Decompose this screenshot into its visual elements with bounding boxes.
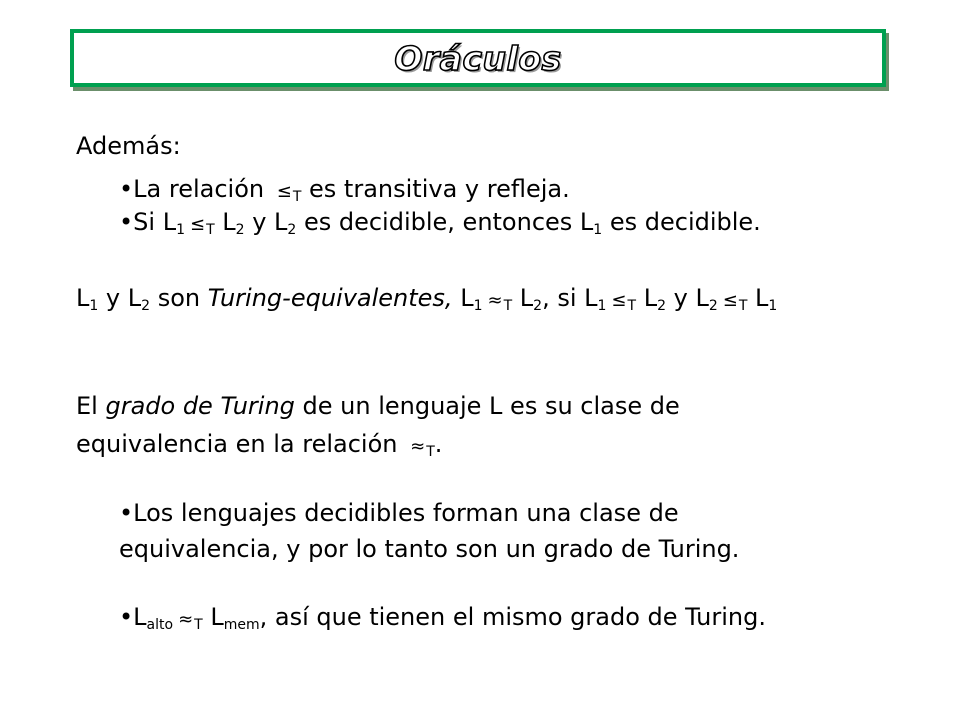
- eq-text: L: [452, 284, 474, 312]
- eq-text: L: [636, 284, 658, 312]
- approx-symbol: ≈: [178, 609, 194, 630]
- leq-symbol: ≤: [611, 290, 627, 311]
- b2-text: y L: [244, 208, 288, 236]
- sub: 2: [533, 298, 543, 314]
- bullet-dot: •: [119, 603, 134, 631]
- eq-text: y L: [98, 284, 142, 312]
- eq-text: L: [76, 284, 90, 312]
- bullet-decidable-class-1: [119, 501, 679, 525]
- sub-t: T: [627, 298, 637, 314]
- eq-text: son: [150, 284, 208, 312]
- b1-post: es transitiva y refleja.: [301, 175, 570, 203]
- sub: 2: [708, 298, 718, 314]
- leq-symbol: ≤: [722, 290, 738, 311]
- b3-text: equivalencia, y por lo tanto son un grado de Turing.: [119, 535, 740, 563]
- approx-symbol: ≈: [410, 436, 426, 457]
- eq-italic-term: Turing-equivalentes,: [207, 284, 453, 312]
- sub: alto: [146, 617, 174, 633]
- grado-text: .: [434, 430, 443, 458]
- slide-title: Oráculos: [394, 39, 562, 78]
- grado-text: El: [76, 392, 106, 420]
- b2-text: es decidible.: [602, 208, 761, 236]
- bullet-dot: •: [119, 499, 134, 527]
- bullet-transitive: [119, 175, 570, 205]
- sub: 2: [287, 222, 297, 238]
- eq-text: y L: [666, 284, 709, 312]
- b4-text: , así que tienen el mismo grado de Turing.: [259, 603, 766, 631]
- leq-symbol: ≤: [276, 181, 292, 202]
- eq-text: , si L: [542, 284, 598, 312]
- grado-line-2: [76, 430, 443, 460]
- b2-text: es decidible, entonces L: [296, 208, 594, 236]
- sub: 1: [768, 298, 778, 314]
- sub-t: T: [738, 298, 748, 314]
- approx-symbol: ≈: [487, 290, 503, 311]
- sub: 1: [176, 222, 185, 238]
- ademas-label: Además:: [76, 132, 181, 160]
- sub: 2: [141, 298, 151, 314]
- b1-pre: La relación: [133, 175, 272, 203]
- sub: 2: [235, 222, 245, 238]
- turing-equivalent-definition: [76, 284, 778, 314]
- bullet-decidable-class-2: [119, 537, 739, 561]
- b2-text: L: [214, 208, 236, 236]
- sub-t: T: [503, 298, 513, 314]
- sub: mem: [223, 617, 260, 633]
- bullet-dot: •: [119, 175, 134, 203]
- sub-t: T: [426, 444, 435, 460]
- sub-t: T: [206, 222, 215, 238]
- b3-text: Los lenguajes decidibles forman una clase de: [133, 499, 679, 527]
- bullet-dot: •: [119, 208, 134, 236]
- eq-text: L: [747, 284, 769, 312]
- b2-text: Si L: [133, 208, 177, 236]
- b4-text: L: [202, 603, 224, 631]
- leq-symbol: ≤: [189, 214, 206, 235]
- sub: 1: [597, 298, 607, 314]
- grado-text: de un lenguaje L es su clase de: [294, 392, 680, 420]
- sub: 2: [657, 298, 666, 314]
- b4-text: L: [133, 603, 147, 631]
- grado-italic-term: grado de Turing: [105, 392, 295, 420]
- sub: 1: [89, 298, 99, 314]
- title-box: [70, 29, 886, 87]
- sub-t: T: [292, 189, 302, 205]
- sub-t: T: [194, 617, 203, 633]
- sub: 1: [473, 298, 483, 314]
- bullet-halting: [119, 603, 766, 633]
- bullet-decidable: [119, 208, 761, 238]
- sub: 1: [593, 222, 603, 238]
- grado-line-1: [76, 394, 680, 418]
- grado-text: equivalencia en la relación: [76, 430, 406, 458]
- eq-text: L: [512, 284, 534, 312]
